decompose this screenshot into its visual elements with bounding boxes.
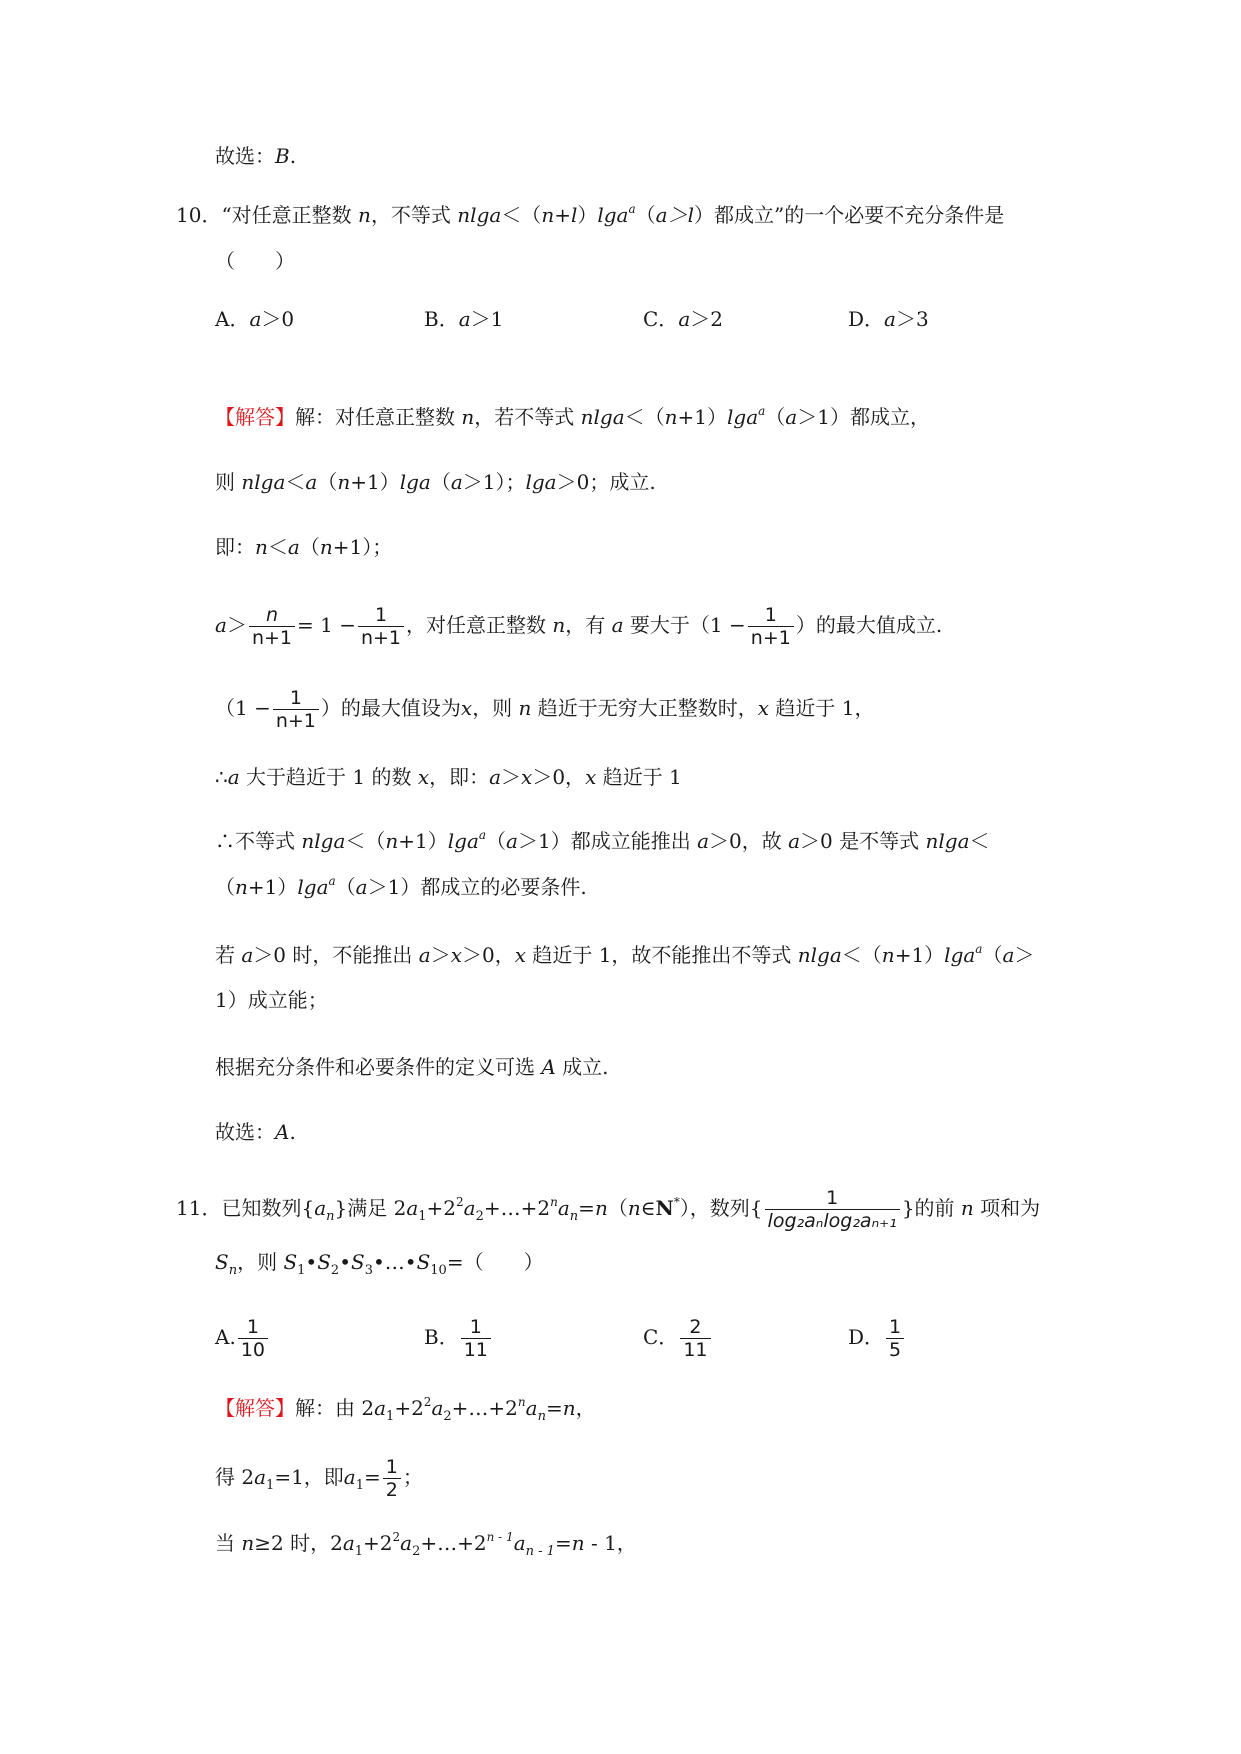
q10-option-c[interactable]: C．a＞2 xyxy=(643,307,723,331)
fraction: $\frac{1}{2}$ xyxy=(383,1456,401,1501)
q10-solution-line-2: 则 nlga＜a（n+1）lga（a＞1）；lga＞0；成立. xyxy=(215,470,656,494)
q11-stem-line-2: $S_n$，则 $S_1•S_2•S_3•\dots•S_{10}=$（ ） xyxy=(215,1250,544,1278)
q11-solution-line-3: 当 n≥2 时，$2a_1+2^2a_2+\dots+2^{n - 1}a_{n - 1}=n - 1$， xyxy=(215,1530,637,1559)
q10-answer-blank: （ ） xyxy=(215,249,295,273)
q10-option-a[interactable]: A．a＞0 xyxy=(215,307,295,331)
q10-solution-line-7: ∴不等式 nlga＜（n+1）lga$^a$（a＞1）都成立能推出 a＞0，故 a＞0 是不等式 nlga＜ xyxy=(215,828,990,853)
q10-stem: 10．“对任意正整数 n，不等式 nlga＜（n+l）lga$^a$（a＞l）都成立”的一个必要不充分条件是 xyxy=(176,202,1005,227)
q10-option-d[interactable]: D．a＞3 xyxy=(848,307,929,331)
fraction: $\frac{1}{10}$ xyxy=(238,1316,268,1361)
q11-option-c[interactable]: C． $\frac{2}{11}$ xyxy=(643,1310,713,1364)
solution-tag: 【解答】 xyxy=(215,405,295,429)
q10-solution-line-8: （n+1）lga$^a$（a＞1）都成立的必要条件. xyxy=(215,874,587,899)
fraction: $\frac{1}{5}$ xyxy=(886,1316,904,1361)
q10-solution-line-5: （1 − $\frac{1}{n+1}$ ）的最大值设为x，则 n 趋近于无穷大正整数时，x 趋近于 1， xyxy=(215,687,875,732)
fraction: $\frac{1}{n+1}$ xyxy=(273,687,319,732)
q10-solution-line-3: 即：n＜a（n+1）； xyxy=(215,535,393,559)
q11-solution-line-2: 得 $2a_1=1$，即$a_1=$ $\frac{1}{2}$ ； xyxy=(215,1456,423,1501)
q11-option-b[interactable]: B． $\frac{1}{11}$ xyxy=(424,1310,493,1364)
q10-solution-line-1: 【解答】解：对任意正整数 n，若不等式 nlga＜（n+1）lga$^a$（a＞1）都成立， xyxy=(215,404,930,429)
fraction: $\frac{1}{n+1}$ xyxy=(358,604,404,649)
q10-option-b[interactable]: B．a＞1 xyxy=(424,307,504,331)
q11-option-a[interactable]: A. $\frac{1}{10}$ xyxy=(215,1310,270,1364)
q11-solution-line-1: 【解答】解：由 $2a_1+2^2a_2+\dots+2^na_n=n$， xyxy=(215,1395,596,1424)
q10-solution-line-10: 1）成立能； xyxy=(215,988,328,1012)
fraction: $\frac{2}{11}$ xyxy=(680,1316,710,1361)
q11-stem: 11．已知数列$\{a_n\}$满足 $2a_1+2^2a_2+\dots+2^na_n=n(n\in N^*)$，数列{ $\frac{1}{\text{log₂aₙlog₂aₙ₊₁}}$ }的前 n 项和为 xyxy=(176,1187,1041,1232)
fraction: $\frac{n}{n+1}$ xyxy=(249,604,295,649)
q10-solution-line-6: ∴a 大于趋近于 1 的数 x，即：a＞x＞0，x 趋近于 1 xyxy=(215,765,682,789)
q10-solution-line-9: 若 a＞0 时，不能推出 a＞x＞0，x 趋近于 1，故不能推出不等式 nlga＜（n+1）lga$^a$（a＞ xyxy=(215,942,1035,967)
fraction: $\frac{1}{11}$ xyxy=(461,1316,491,1361)
q9-conclusion: 故选：B. xyxy=(215,144,297,168)
q10-conclusion: 故选：A. xyxy=(215,1120,296,1144)
fraction: $\frac{1}{n+1}$ xyxy=(748,604,794,649)
q10-solution-line-4: a＞ $\frac{n}{n+1}$ = 1 − $\frac{1}{n+1}$ ，对任意正整数 n，有 a 要大于（1 − $\frac{1}{n+1}$ ）的最大值成立. xyxy=(215,604,943,649)
solution-tag: 【解答】 xyxy=(215,1396,295,1420)
fraction: $\frac{1}{\text{log₂aₙlog₂aₙ₊₁}}$ xyxy=(765,1187,900,1232)
q10-solution-line-11: 根据充分条件和必要条件的定义可选 A 成立. xyxy=(215,1055,609,1079)
q11-option-d[interactable]: D． $\frac{1}{5}$ xyxy=(848,1310,906,1364)
